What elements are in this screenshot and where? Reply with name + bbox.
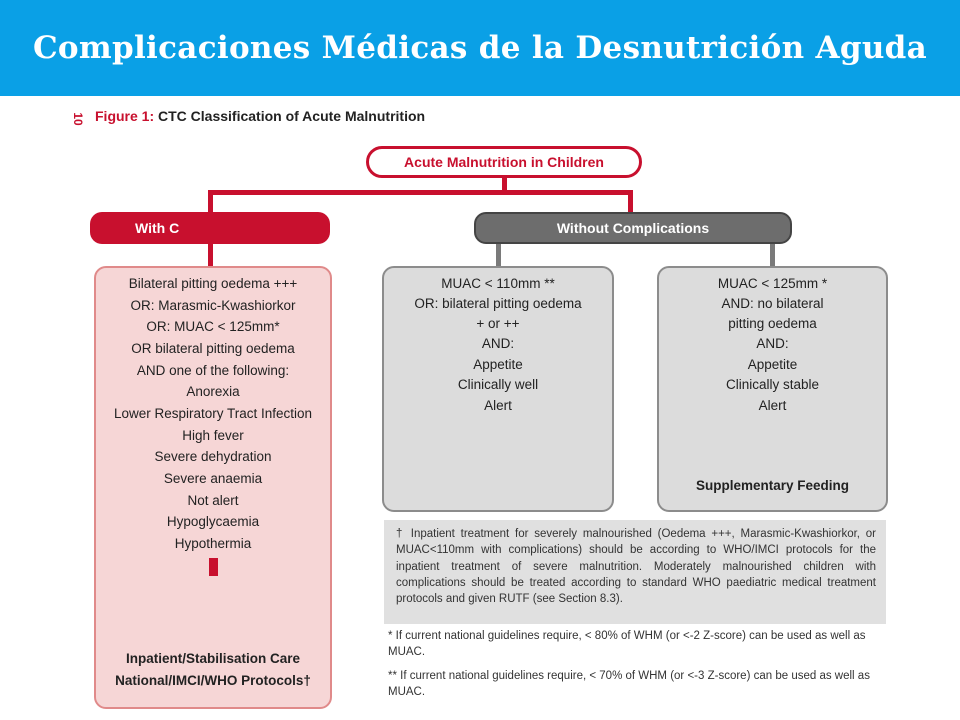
criteria-line: Severe anaemia bbox=[163, 470, 263, 486]
criteria-line: OR: Marasmic-Kwashiorkor bbox=[130, 297, 296, 313]
criteria-line: AND: no bilateral bbox=[721, 296, 824, 312]
with-complications-box bbox=[94, 266, 332, 709]
dagger-note: † Inpatient treatment for severely malnourished (Oedema +++, Marasmic-Kwashiorkor, or MUAC<110mm with complications) should be according to WHO/IMCI protocols for the inpatient treatment of severe malnutrition. Moderately malnourished children with complications should be treated according to standard WHO paediatric medical treatment protocols and given RUTF (see Section 8.3). bbox=[384, 520, 886, 624]
connector-left-down bbox=[208, 190, 213, 214]
criteria-line: OR: MUAC < 125mm* bbox=[146, 319, 280, 335]
criteria-line: AND one of the following: bbox=[136, 362, 290, 378]
with-complications-footer bbox=[96, 648, 330, 691]
criteria-line: Not alert bbox=[187, 492, 239, 508]
footer-line: National/IMCI/WHO Protocols† bbox=[115, 672, 311, 688]
criteria-line: + or ++ bbox=[476, 315, 520, 331]
connector-horizontal bbox=[208, 190, 632, 195]
connector-root-down bbox=[502, 178, 507, 194]
criteria-line: AND: bbox=[481, 336, 515, 352]
connector-without-b bbox=[770, 244, 775, 268]
red-marker bbox=[209, 558, 218, 576]
criteria-line: OR bilateral pitting oedema bbox=[131, 340, 295, 356]
category-without-complications: Without Complications bbox=[474, 212, 792, 244]
criteria-line: pitting oedema bbox=[728, 315, 817, 331]
criteria-line: Clinically stable bbox=[725, 377, 820, 393]
figure-caption bbox=[95, 108, 425, 124]
slide-title-bar bbox=[0, 0, 960, 96]
criteria-line: Lower Respiratory Tract Infection bbox=[113, 405, 313, 421]
without-a-criteria bbox=[384, 276, 612, 414]
criteria-line: Clinically well bbox=[457, 377, 539, 393]
criteria-line: Hypothermia bbox=[174, 535, 252, 551]
criteria-line: Appetite bbox=[473, 356, 523, 372]
double-star-note: ** If current national guidelines require, < 70% of WHM (or <-3 Z-score) can be used as well as MUAC. bbox=[388, 670, 870, 699]
without-complications-box-a bbox=[382, 266, 614, 512]
footer-line: Inpatient/Stabilisation Care bbox=[125, 651, 301, 666]
criteria-line: AND: bbox=[756, 336, 789, 352]
criteria-line: Appetite bbox=[747, 356, 798, 372]
connector-without-a bbox=[496, 244, 501, 268]
criteria-line: MUAC < 110mm ** bbox=[441, 276, 555, 291]
category-with-complications: With C bbox=[90, 212, 330, 244]
criteria-line: High fever bbox=[182, 427, 244, 443]
root-node: Acute Malnutrition in Children bbox=[366, 146, 642, 178]
criteria-line: Severe dehydration bbox=[154, 449, 272, 465]
criteria-line: Alert bbox=[484, 397, 512, 413]
criteria-line: OR: bilateral pitting oedema bbox=[414, 296, 582, 312]
figure-caption-text: CTC Classification of Acute Malnutrition bbox=[158, 108, 426, 124]
criteria-line: MUAC < 125mm * bbox=[717, 276, 828, 291]
with-complications-criteria bbox=[96, 276, 330, 552]
connector-with-down bbox=[208, 244, 213, 268]
criteria-line: Anorexia bbox=[186, 384, 240, 400]
criteria-line: Alert bbox=[758, 397, 787, 413]
criteria-line: Hypoglycaemia bbox=[166, 514, 260, 530]
single-star-note: * If current national guidelines require, < 80% of WHM (or <-2 Z-score) can be used as well as MUAC. bbox=[388, 630, 866, 659]
page-number: 10 bbox=[71, 112, 85, 126]
slide-title: Complicaciones Médicas de la Desnutrición Aguda bbox=[32, 30, 928, 66]
connector-right-down bbox=[628, 190, 633, 214]
figure-label: Figure 1: bbox=[95, 108, 155, 124]
without-complications-box-b bbox=[657, 266, 888, 512]
supplementary-feeding-label: Supplementary Feeding bbox=[695, 478, 850, 493]
criteria-line: Bilateral pitting oedema +++ bbox=[128, 276, 298, 291]
without-b-criteria bbox=[659, 276, 886, 414]
